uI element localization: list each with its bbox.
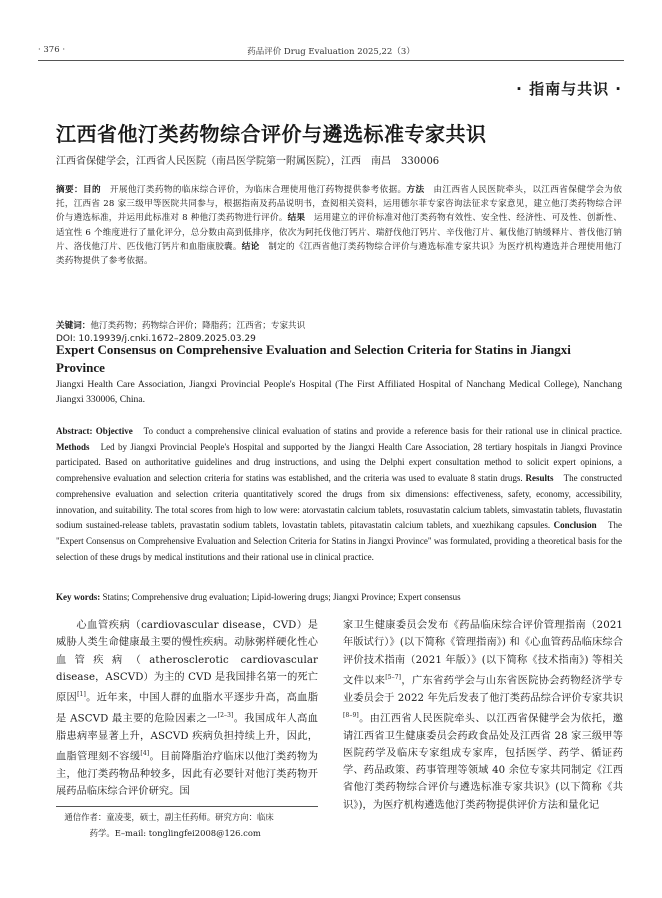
chinese-affiliation: 江西省保健学会，江西省人民医院（南昌医学院第一附属医院），江西 南昌 330006 [56, 156, 440, 167]
chinese-abstract [56, 183, 622, 268]
conclusion-text: 制定的《江西省他汀类药物综合评价与遴选标准专家共识》为医疗机构遴选并合理使用他汀类药物提供了参考依据。 [56, 241, 623, 267]
conclusion-label: 结论 [241, 241, 260, 252]
citation: [8–9] [343, 711, 359, 719]
citation: [4] [140, 749, 150, 757]
results-text: The constructed comprehensive evaluation and selection criteria quantitatively scored the drugs from six dimensions: effectiveness, safety, economy, accessibility, innovation, and suitability. The total scores from high to low were: atorvastatin calcium tablets, rosuvastatin calcium tablets, simvastatin tablets, fluvastatin sodium sustained-release tablets, pravastatin sodium tablets, lovastatin tablets, pitavastatin calcium tablets, and xuezhikang capsules. [56, 473, 623, 531]
body-text: 。目前降脂治疗临床以他汀类药物为主，他汀类药物品种较多，因此有必要针对他汀类药物开展药品临床综合评价研究。国 [56, 751, 318, 797]
keywords-text: Statins; Comprehensive drug evaluation; Lipid-lowering drugs; Jiangxi Province; Expert consensus [102, 592, 461, 602]
methods-label: 方法 [406, 185, 425, 195]
conclusion-label: Conclusion [553, 520, 597, 531]
abstract-label: 摘要： [56, 185, 83, 195]
objective-text: 开展他汀类药物的临床综合评价，为临床合理使用他汀药物提供参考依据。 [100, 185, 407, 195]
keywords-label: 关键词： [56, 321, 91, 331]
english-keywords [56, 590, 622, 605]
corresponding-author-footnote [56, 806, 318, 841]
results-label: 结果 [287, 213, 306, 224]
running-header [38, 42, 624, 61]
english-title: Expert Consensus on Comprehensive Evaluation and Selection Criteria for Statins in Jiangxi Province [56, 342, 571, 375]
keywords-text: 他汀类药物；药物综合评价；降脂药；江西省；专家共识 [90, 321, 306, 331]
journal-name: 药品评价 Drug Evaluation 2025,22（3） [247, 47, 415, 57]
keywords-label: Key words: [56, 592, 101, 602]
citation: [2–3] [217, 711, 234, 719]
doi: DOI: 10.19939/j.cnki.1672–2809.2025.03.29 [56, 334, 256, 344]
body-right-column [343, 617, 623, 814]
results-text: 运用建立的评价标准对他汀类药物有效性、安全性、经济性、可及性、创新性、适宜性 6 个维度进行了量化评分，总分数由高到低排序，依次为阿托伐他汀钙片、瑞舒伐他汀钙片、辛伐他汀片、氟伐他汀钠缓释片、普伐他汀钠片、洛伐他汀片、匹伐他汀钙片和血脂康胶囊。 [56, 213, 622, 252]
body-text: 。我国成年人高血脂患病率显著上升，ASCVD 疾病负担持续上升，因此，血脂管理刻不容缓 [56, 713, 318, 763]
footnote-line: 通信作者：童凌斐，硕士，副主任药师。研究方向：临床 [64, 812, 274, 822]
chinese-title: 江西省他汀类药物综合评价与遴选标准专家共识 [56, 122, 487, 146]
body-left-column [56, 617, 318, 800]
methods-label: Methods [56, 441, 90, 452]
body-text: 。由江西省人民医院牵头、以江西省保健学会为依托，邀请江西省卫生健康委员会药政食品处及江西省 28 家三级甲等医院药学及临床专家组成专家库，包括医学、药学、循证药学、药品政策、药事管理等领域 40 余位专家共同制定《江西省他汀类药物综合评价与遴选标准专家共识》(以下简称《共识》)，为医疗机构遴选他汀类药物提供评价方法和量化记 [343, 713, 623, 811]
objective-text: To conduct a comprehensive clinical evaluation of statins and provide a reference basis for their rational use in clinical practice. [132, 426, 623, 436]
body-text: 。近年来，中国人群的血脂水平逐步升高，高血脂是 ASCVD 最主要的危险因素之一 [56, 692, 319, 725]
english-abstract [56, 424, 622, 565]
objective-label: Objective [95, 426, 133, 436]
page-number: · 376 · [38, 45, 66, 55]
citation: [1] [77, 691, 86, 699]
section-tag: · 指南与共识 · [516, 80, 622, 98]
abstract-label: Abstract: [56, 426, 93, 436]
body-text: 家卫生健康委员会发布《药品临床综合评价管理指南（2021 年版试行）》(以下简称《管理指南》) 和《心血管药品临床综合评价技术指南（2021 年版）》(以下简称《技术指南》) 等相关文件以来 [343, 620, 623, 687]
footnote-line: 药学。E–mail: tonglingfei2008@126.com [89, 828, 261, 838]
body-text: ，广东省药学会与山东省医院协会药物经济学专业委员会于 2022 年先后发表了他汀类药品综合评价专家共识 [343, 675, 623, 704]
citation: [5–7] [385, 673, 402, 681]
methods-text: Led by Jiangxi Provincial People's Hospital and supported by the Jiangxi Health Care Association, 28 tertiary hospitals in Jiangxi Province participated. Based on authoritative guidelines and drug instructions, and using the Delphi expert consultation method to solicit expert opinions, a comprehensive evaluation and selection criteria for statins was established, and the criteria was used to evaluate 8 statin drugs. [56, 441, 622, 484]
results-label: Results [525, 473, 554, 484]
conclusion-text: The "Expert Consensus on Comprehensive Evaluation and Selection Criteria for Statins in Jiangxi Province" was formulated, providing a theoretical basis for the selection of these drugs by medical institutions and their rational use in clinical practice. [56, 520, 623, 562]
objective-label: 目的 [82, 185, 101, 195]
body-text: 心血管疾病（cardiovascular disease，CVD）是威胁人类生命健康最主要的慢性疾病。动脉粥样硬化性心血管疾病（atherosclerotic cardiovascular disease，ASCVD）为主的 CVD 是我国排名第一的死亡原因 [56, 620, 318, 704]
chinese-keywords [56, 319, 622, 333]
methods-text: 由江西省人民医院牵头，以江西省保健学会为依托，江西省 28 家三级甲等医院共同参与，根据指南及药品说明书，查阅相关资料，运用德尔菲专家咨询法征求专家意见，建立他汀类药物综合评价与遴选标准，并运用此标准对 8 种他汀类药物进行评价。 [56, 185, 622, 224]
english-affiliation: Jiangxi Health Care Association, Jiangxi Provincial People's Hospital (The First Affiliated Hospital of Nanchang Medical College), Nanchang Jiangxi 330006, China. [56, 379, 622, 405]
